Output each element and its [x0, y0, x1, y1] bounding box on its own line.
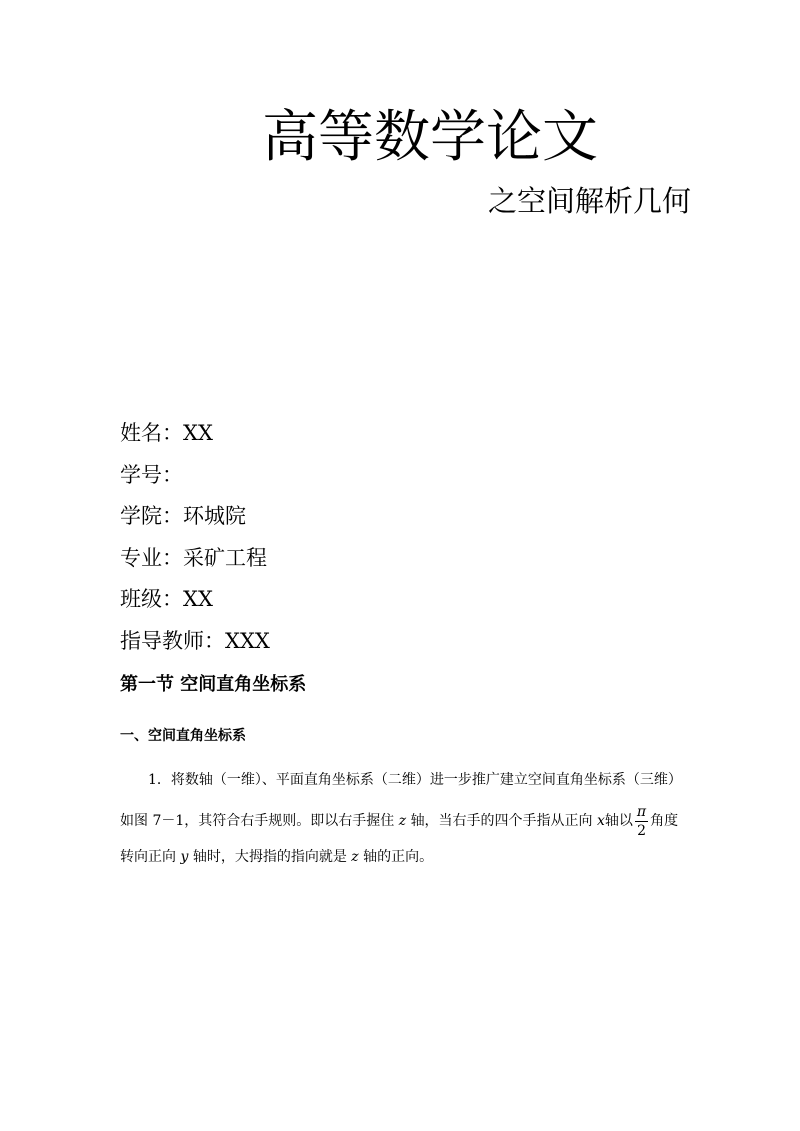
- info-student-id: 学号：: [120, 462, 183, 487]
- text-segment: 角度: [650, 813, 679, 829]
- text-segment: 轴时，大拇指的指向就是: [192, 849, 347, 865]
- math-variable-z: z: [351, 849, 359, 865]
- text-segment: 如图 7－1，其符合右手规则。即以右手握住: [120, 813, 395, 829]
- info-college: 学院：环城院: [120, 504, 246, 528]
- section-heading: 第一节 空间直角坐标系: [120, 674, 307, 695]
- text-segment: 轴的正向。: [363, 849, 434, 865]
- info-advisor: 指导教师：XXX: [120, 628, 270, 653]
- document-subtitle: 之空间解析几何: [488, 184, 692, 218]
- sub-heading: 一、空间直角坐标系: [120, 728, 246, 744]
- math-variable-x: x: [597, 813, 605, 829]
- info-major: 专业：采矿工程: [120, 545, 267, 570]
- text-segment: 轴，当右手的四个手指从正向: [410, 813, 593, 829]
- document-title: 高等数学论文: [262, 105, 598, 170]
- fraction-denominator: 2: [637, 822, 646, 839]
- text-segment: 轴以: [604, 813, 633, 829]
- math-variable-y: y: [180, 849, 189, 865]
- info-name: 姓名：XX: [120, 421, 213, 445]
- info-class: 班级：XX: [120, 587, 213, 611]
- paragraph-line-2: [120, 802, 692, 840]
- paragraph-line-1: 1．将数轴（一维）、平面直角坐标系（二维）进一步推广建立空间直角坐标系（三维）: [148, 772, 682, 788]
- fraction-numerator: π: [636, 803, 647, 820]
- student-info: [120, 413, 270, 662]
- text-segment: 转向正向: [120, 849, 176, 865]
- math-variable-z: z: [398, 813, 407, 829]
- paragraph-line-3: [120, 844, 692, 870]
- math-fraction-pi-over-2: [635, 805, 648, 838]
